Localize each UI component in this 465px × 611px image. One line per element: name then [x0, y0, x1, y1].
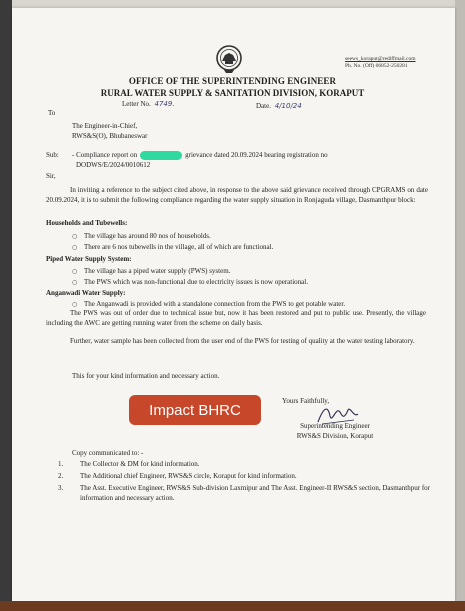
copy-item-number: 3.	[58, 484, 64, 492]
copy-heading: Copy communicated to: -	[72, 449, 144, 457]
households-bullet-2	[72, 243, 273, 251]
division-title: RURAL WATER SUPPLY & SANITATION DIVISION, KORAPUT	[100, 88, 365, 98]
anganwadi-paragraph-1: The PWS was out of order due to technical issue but, now it has been restored and put to public use. Presently, the village including the AWC are getting running water from the scheme on daily basis.	[46, 309, 426, 327]
subject-label: Sub:	[46, 151, 59, 159]
subject-line1	[72, 151, 432, 161]
background-edge-bottom	[0, 601, 465, 611]
piped-bullet-2-text: The PWS which was non-functional due to electricity issues is now operational.	[84, 278, 308, 286]
copy-item-text: The Asst. Executive Engineer, RWS&S Sub-division Laxmipur and The Asst. Engineer-II RWS&S section, Dasmanthpur for information and necessary action.	[80, 484, 430, 502]
households-bullet-2-text: There are 6 nos tubewells in the village, all of which are functional.	[84, 243, 274, 251]
subject-part2: grievance dated 20.09.2024 bearing registration no	[185, 151, 328, 160]
subject-line2: DODWS/E/2024/0010612	[76, 160, 151, 169]
bullet-circle-icon: ○	[72, 301, 78, 308]
signatory-division: RWS&S Division, Koraput	[296, 431, 374, 440]
closing-line: This for your kind information and necessary action.	[72, 372, 220, 380]
piped-bullet-2	[72, 278, 308, 286]
households-heading: Households and Tubewells:	[46, 219, 128, 227]
piped-bullet-1-text: The village has a piped water supply (PWS) system.	[84, 267, 231, 275]
anganwadi-heading: Anganwadi Water Supply:	[46, 289, 126, 297]
copy-item-number: 2.	[58, 472, 64, 480]
emblem-icon	[215, 44, 243, 74]
copy-item-text: The Additional chief Engineer, RWS&S circle, Koraput for kind information.	[80, 472, 297, 480]
addressee-line2: RWS&S(O), Bhubaneswar	[72, 131, 148, 140]
letter-number-label: Letter No.	[122, 100, 151, 108]
copy-item-number: 1.	[58, 460, 64, 468]
date-value: 4/10/24	[274, 102, 302, 110]
households-bullet-1-text: The village has around 80 nos of households.	[84, 232, 211, 240]
date-label: Date.	[256, 102, 271, 110]
letter-number	[122, 100, 175, 108]
letter-date	[256, 102, 302, 110]
contact-phone: Ph. No. (Off) 06852-250281	[345, 63, 408, 69]
piped-heading: Piped Water Supply System:	[46, 255, 132, 263]
salutation: Sir,	[46, 172, 56, 180]
to-label: To	[48, 109, 56, 117]
piped-bullet-1	[72, 267, 230, 275]
addressee-line1: The Engineer-in-Chief,	[72, 122, 138, 130]
addressee-block	[72, 122, 147, 141]
copy-item-text: The Collector & DM for kind information.	[80, 460, 200, 468]
impact-badge: Impact BHRC	[129, 395, 261, 425]
contact-email[interactable]: seews_koraput@rediffmail.com	[345, 56, 416, 62]
signatory-block	[289, 422, 381, 441]
households-bullet-1	[72, 232, 211, 240]
bullet-circle-icon: ○	[72, 279, 78, 286]
intro-paragraph: In inviting a reference to the subject cited above, in response to the above said grievance received through CPGRAMS on date 20.09.2024, it is to submit the following compliance regarding the water supply situation in Ronjaguda village, Dasmanthpur block:	[46, 186, 428, 204]
signatory-designation: Superintending Engineer	[300, 422, 370, 430]
office-title: OFFICE OF THE SUPERINTENDING ENGINEER	[128, 76, 337, 86]
yours-faithfully: Yours Faithfully,	[282, 397, 330, 405]
anganwadi-bullet-1	[72, 300, 432, 308]
bullet-circle-icon: ○	[72, 244, 78, 251]
subject-part1: - Compliance report on	[72, 151, 138, 160]
letterhead-contact	[345, 56, 416, 70]
bullet-circle-icon: ○	[72, 233, 78, 240]
anganwadi-bullet-1-text: The Anganwadi is provided with a standalone connection from the PWS to get potable water.	[84, 300, 346, 308]
bullet-circle-icon: ○	[72, 268, 78, 275]
letter-number-value: 4749.	[154, 100, 175, 108]
redaction-mark	[140, 151, 182, 160]
anganwadi-paragraph-2: Further, water sample has been collected from the user end of the PWS for testing of quality at the water testing laboratory.	[70, 337, 415, 345]
